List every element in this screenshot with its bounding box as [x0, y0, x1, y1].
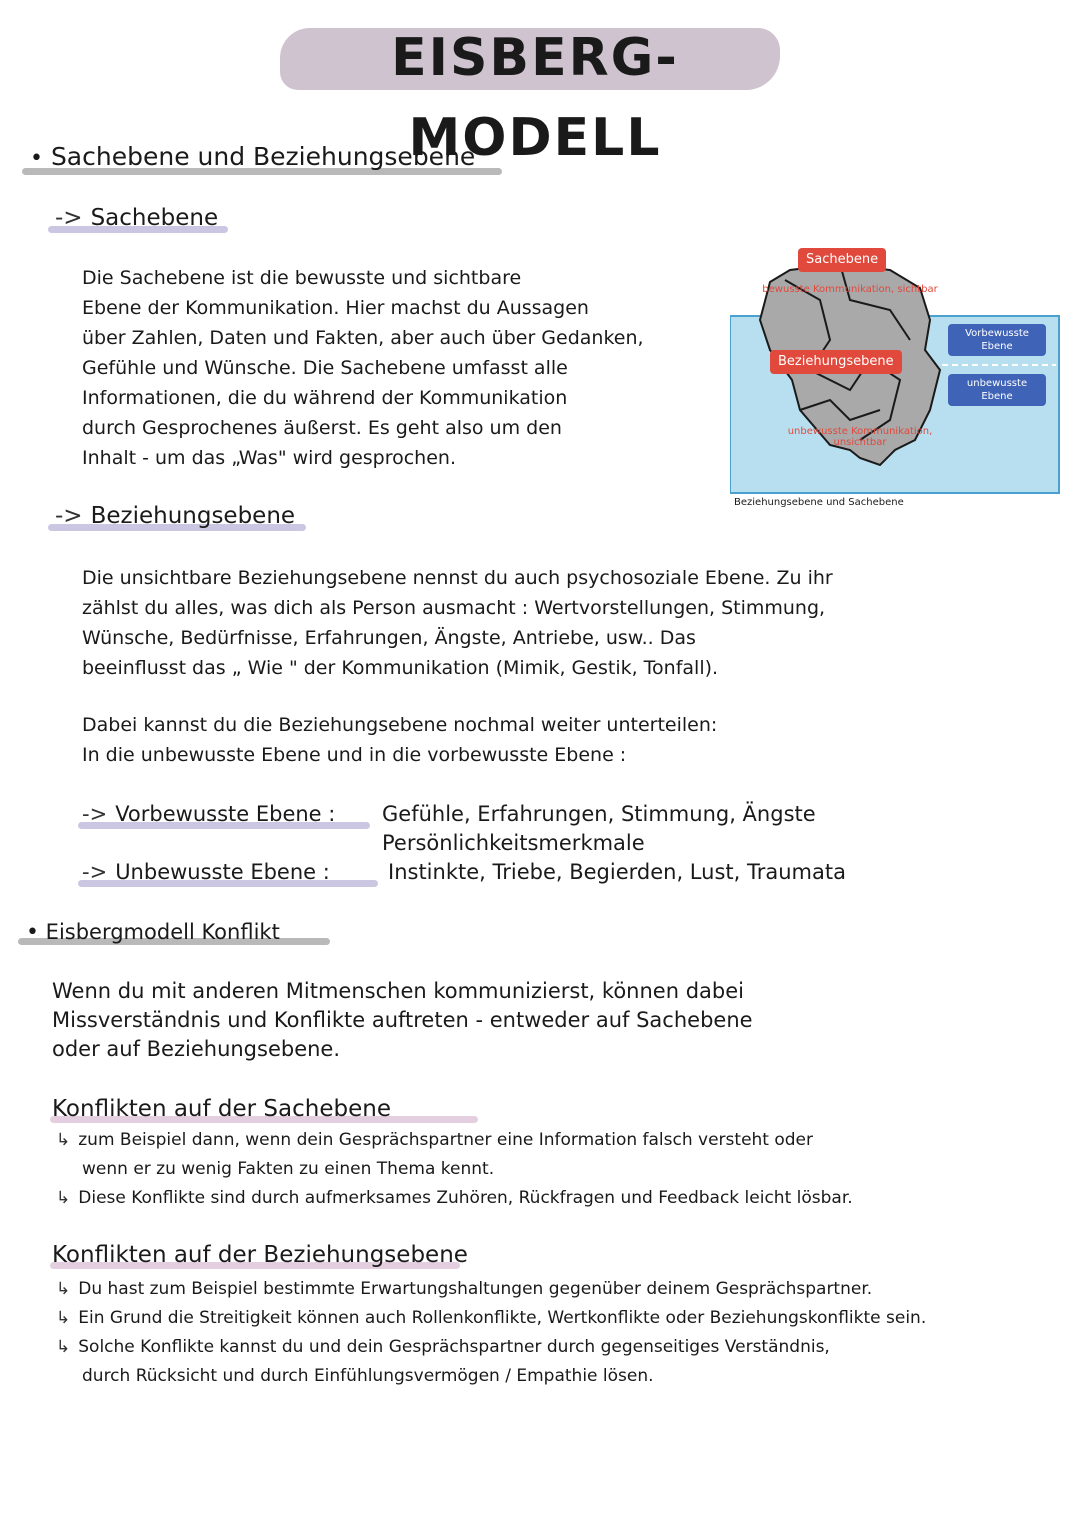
- sachebene-heading: [55, 204, 218, 232]
- paragraph-line: Wünsche, Bedürfnisse, Erfahrungen, Ängste, Antriebe, usw.. Das: [82, 627, 696, 649]
- paragraph-line: Gefühle und Wünsche. Die Sachebene umfasst alle: [82, 357, 568, 379]
- paragraph-line: beeinflusst das „ Wie " der Kommunikation (Mimik, Gestik, Tonfall).: [82, 657, 719, 679]
- sachebene-tag: Sachebene: [798, 248, 886, 272]
- return-arrow-icon: ↳: [56, 1337, 71, 1357]
- paragraph-line: Die Sachebene ist die bewusste und sichtbare: [82, 267, 522, 289]
- level-label-text: Unbewusste Ebene :: [115, 860, 330, 884]
- iceberg-diagram: [730, 240, 1062, 520]
- arrow-right-icon: ->: [55, 205, 83, 231]
- paragraph-line: Inhalt - um das „Was" wird gesprochen.: [82, 447, 456, 469]
- diagram-caption: Beziehungsebene und Sachebene: [734, 497, 904, 508]
- arrow-right-icon: ->: [55, 503, 83, 529]
- vorbewusste-ebene-value-2: Persönlichkeitsmerkmale: [382, 831, 645, 855]
- vorbewusste-ebene-value: Gefühle, Erfahrungen, Stimmung, Ängste: [382, 802, 816, 826]
- return-arrow-icon: ↳: [56, 1130, 71, 1150]
- konflikt-sache-heading: Konflikten auf der Sachebene: [52, 1096, 391, 1122]
- paragraph-line: Wenn du mit anderen Mitmenschen kommunizierst, können dabei: [52, 979, 744, 1003]
- beziehung-note: unbewusste Kommunikation, unsichtbar: [787, 426, 933, 448]
- paragraph-line: Dabei kannst du die Beziehungsebene nochmal weiter unterteilen:: [82, 714, 718, 736]
- bullet-dot-icon: •: [30, 146, 43, 171]
- list-item-continuation: durch Rücksicht und durch Einfühlungsvermögen / Empathie lösen.: [82, 1366, 654, 1386]
- level-label-text: Vorbewusste Ebene :: [115, 802, 336, 826]
- sachebene-paragraph: [82, 263, 712, 473]
- arrow-right-icon: ->: [82, 802, 108, 826]
- list-item-continuation: wenn er zu wenig Fakten zu einen Thema kennt.: [82, 1159, 495, 1179]
- list-item: ↳ Solche Konflikte kannst du und dein Gesprächspartner durch gegenseitiges Verständnis,: [56, 1337, 830, 1357]
- paragraph-line: Ebene der Kommunikation. Hier machst du Aussagen: [82, 297, 589, 319]
- list-item: ↳ Ein Grund die Streitigkeit können auch Rollenkonflikte, Wertkonflikte oder Beziehungskonflikte sein.: [56, 1308, 927, 1328]
- paragraph-line: durch Gesprochenes äußerst. Es geht also um den: [82, 417, 562, 439]
- list-item: ↳ zum Beispiel dann, wenn dein Gesprächspartner eine Information falsch versteht oder: [56, 1130, 814, 1150]
- beziehungsebene-heading-text: Beziehungsebene: [90, 503, 296, 529]
- return-arrow-icon: ↳: [56, 1188, 71, 1208]
- unbewusste-ebene-tag: unbewusste Ebene: [948, 374, 1046, 406]
- paragraph-line: zählst du alles, was dich als Person ausmacht : Wertvorstellungen, Stimmung,: [82, 597, 826, 619]
- beziehungsebene-heading: [55, 502, 295, 530]
- konflikt-beziehung-heading: Konflikten auf der Beziehungsebene: [52, 1242, 468, 1268]
- sachebene-heading-text: Sachebene: [90, 205, 219, 231]
- konflikt-sache-list: [56, 1126, 1046, 1213]
- paragraph-line: In die unbewusste Ebene und in die vorbewusste Ebene :: [82, 744, 627, 766]
- unbewusste-ebene-value: Instinkte, Triebe, Begierden, Lust, Traumata: [388, 860, 846, 884]
- paragraph-line: Missverständnis und Konflikte auftreten - entweder auf Sachebene: [52, 1008, 753, 1032]
- beziehungsebene-tag: Beziehungsebene: [770, 350, 902, 374]
- arrow-right-icon: ->: [82, 860, 108, 884]
- section1-heading-text: Sachebene und Beziehungsebene: [50, 142, 476, 171]
- paragraph-line: oder auf Beziehungsebene.: [52, 1037, 341, 1061]
- list-item: ↳ Diese Konflikte sind durch aufmerksames Zuhören, Rückfragen und Feedback leicht lösbar.: [56, 1188, 853, 1208]
- section2-heading-text: Eisbergmodell Konflikt: [45, 920, 280, 944]
- konflikt-beziehung-list: [56, 1275, 1046, 1391]
- page-title: [270, 18, 800, 168]
- sache-note: bewusste Kommunikation, sichtbar: [762, 284, 938, 295]
- section2-intro: [52, 977, 1042, 1064]
- return-arrow-icon: ↳: [56, 1279, 71, 1299]
- return-arrow-icon: ↳: [56, 1308, 71, 1328]
- section2-heading: [26, 918, 280, 947]
- bullet-dot-icon: •: [26, 920, 39, 945]
- section1-heading: [30, 142, 475, 174]
- paragraph-line: Informationen, die du während der Kommunikation: [82, 387, 568, 409]
- unbewusste-ebene-label: [82, 857, 330, 887]
- vorbewusste-ebene-label: [82, 799, 335, 829]
- paragraph-line: Die unsichtbare Beziehungsebene nennst du auch psychosoziale Ebene. Zu ihr: [82, 567, 833, 589]
- beziehungsebene-paragraph: [82, 563, 1042, 683]
- beziehungsebene-paragraph-2: [82, 710, 1042, 770]
- list-item: ↳ Du hast zum Beispiel bestimmte Erwartungshaltungen gegenüber deinem Gesprächspartner.: [56, 1279, 873, 1299]
- page-title-text: EISBERG-MODELL: [391, 28, 679, 168]
- paragraph-line: über Zahlen, Daten und Fakten, aber auch über Gedanken,: [82, 327, 644, 349]
- vorbewusste-ebene-tag: Vorbewusste Ebene: [948, 324, 1046, 356]
